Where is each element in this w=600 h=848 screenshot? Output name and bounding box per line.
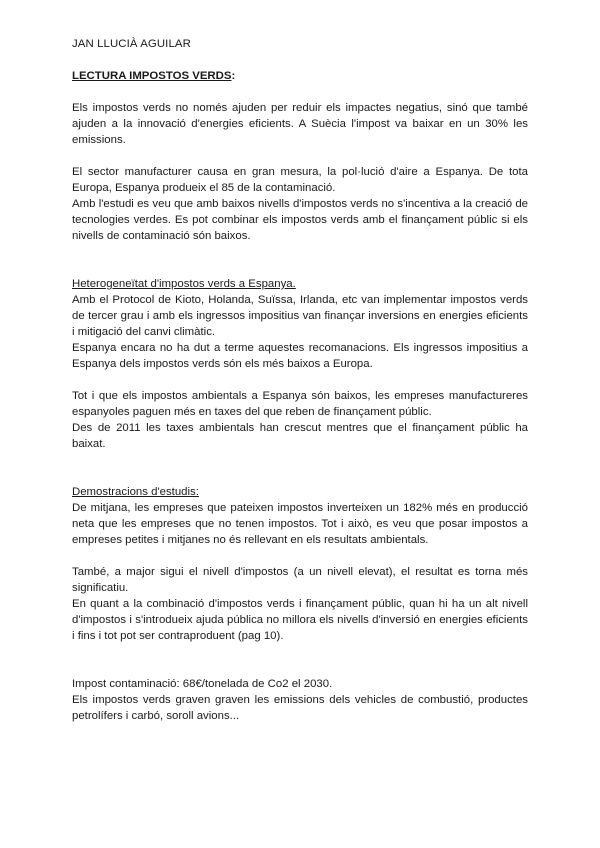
section2-paragraph-3: En quant a la combinació d'impostos verds i finançament públic, quan hi ha un alt nivell d'impostos i s'introdueix ajuda pública no millora els nivells d'inversió en energies eficients i fins i tot pot ser contraproduent (pag 10). [72,598,528,642]
section1-paragraph-3: Tot i que els impostos ambientals a Espanya són baixos, les empreses manufactureres espanyoles paguen més en taxes del que reben de finançament públic. [72,390,528,418]
intro-paragraph-3: Amb l'estudi es veu que amb baixos nivells d'impostos verds no s'incentiva a la creació de tecnologies verdes. Es pot combinar els impostos verds amb el finançament públic si els nivells de contaminació són baixos. [72,198,528,242]
section2-paragraph-2: També, a major sigui el nivell d'impostos (a un nivell elevat), el resultat es torna més significatiu. [72,566,528,594]
closing-paragraph-1: Impost contaminació: 68€/tonelada de Co2 el 2030. [72,678,333,690]
document-body [72,68,528,724]
intro-paragraph-2: El sector manufacturer causa en gran mesura, la pol·lució d'aire a Espanya. De tota Europa, Espanya produeix el 85 de la contaminació. [72,166,528,194]
section1-paragraph-1: Amb el Protocol de Kioto, Holanda, Suïssa, Irlanda, etc van implementar impostos verds de tercer grau i amb els ingressos impositius van finançar inversions en energies eficients i mitigació del canvi climàtic. [72,294,528,338]
section-heading-heterogeneity: Heterogeneïtat d'impostos verds a Espanya. [72,278,296,290]
intro-paragraph-1: Els impostos verds no només ajuden per reduir els impactes negatius, sinó que també ajuden a la innovació d'energies eficients. A Suècia l'impost va baixar en un 30% les emissions. [72,102,528,146]
section1-paragraph-4: Des de 2011 les taxes ambientals han crescut mentres que el finançament públic ha baixat. [72,422,528,450]
document-title [72,68,528,84]
section-heading-studies: Demostracions d'estudis: [72,486,199,498]
closing-paragraph-2: Els impostos verds graven graven les emissions dels vehicles de combustió, productes petrolífers i carbó, soroll avions... [72,694,528,722]
document-title-colon: : [231,70,236,82]
author-name: JAN LLUCIÀ AGUILAR [72,38,191,50]
document-title-text: LECTURA IMPOSTOS VERDS [72,70,232,82]
section1-paragraph-2: Espanya encara no ha dut a terme aquestes recomanacions. Els ingressos impositius a Espanya dels impostos verds són els més baixos a Europa. [72,342,528,370]
section2-paragraph-1: De mitjana, les empreses que pateixen impostos inverteixen un 182% més en producció neta que les empreses que no tenen impostos. Tot i això, es veu que posar impostos a empreses petites i mitjanes no és rellevant en els resultats ambientals. [72,502,528,546]
